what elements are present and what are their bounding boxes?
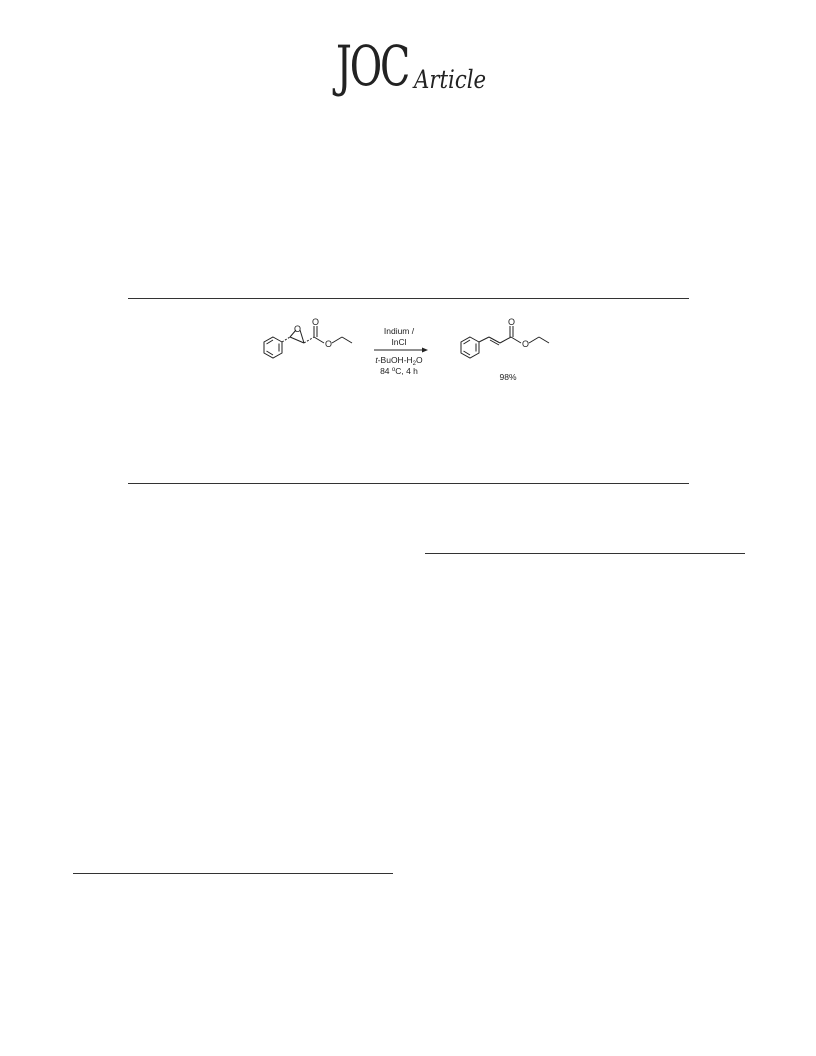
- reagent-line-1: Indium /: [383, 326, 415, 336]
- reaction-scheme: [246, 310, 576, 400]
- ester-oxygen-label-left: O: [325, 339, 333, 349]
- epoxide-ester-structure: [264, 326, 352, 358]
- carbonyl-oxygen-label-left: O: [312, 317, 320, 327]
- solvent-label: $t-BuOH-H_2O$: [375, 355, 423, 367]
- cinnamate-structure: [461, 326, 549, 358]
- temperature-time-label: 84 $^o$C, 4 h: [380, 366, 418, 376]
- journal-name: JOC: [336, 34, 409, 98]
- epoxide-oxygen-label: O: [294, 324, 302, 334]
- reaction-scheme-drawing: [246, 310, 576, 400]
- section-label: Article: [414, 65, 487, 94]
- right-column-rule: [425, 553, 745, 554]
- reaction-arrowhead: [422, 348, 428, 353]
- carbonyl-oxygen-label-right: O: [508, 317, 516, 327]
- journal-logo: [336, 30, 499, 98]
- scheme-top-rule: [128, 298, 689, 299]
- footnote-rule: [73, 873, 393, 874]
- reagent-line-2: InCl: [391, 337, 407, 347]
- product-yield: 98%: [499, 372, 517, 382]
- ester-oxygen-label-right: O: [522, 339, 530, 349]
- scheme-bottom-rule: [128, 483, 689, 484]
